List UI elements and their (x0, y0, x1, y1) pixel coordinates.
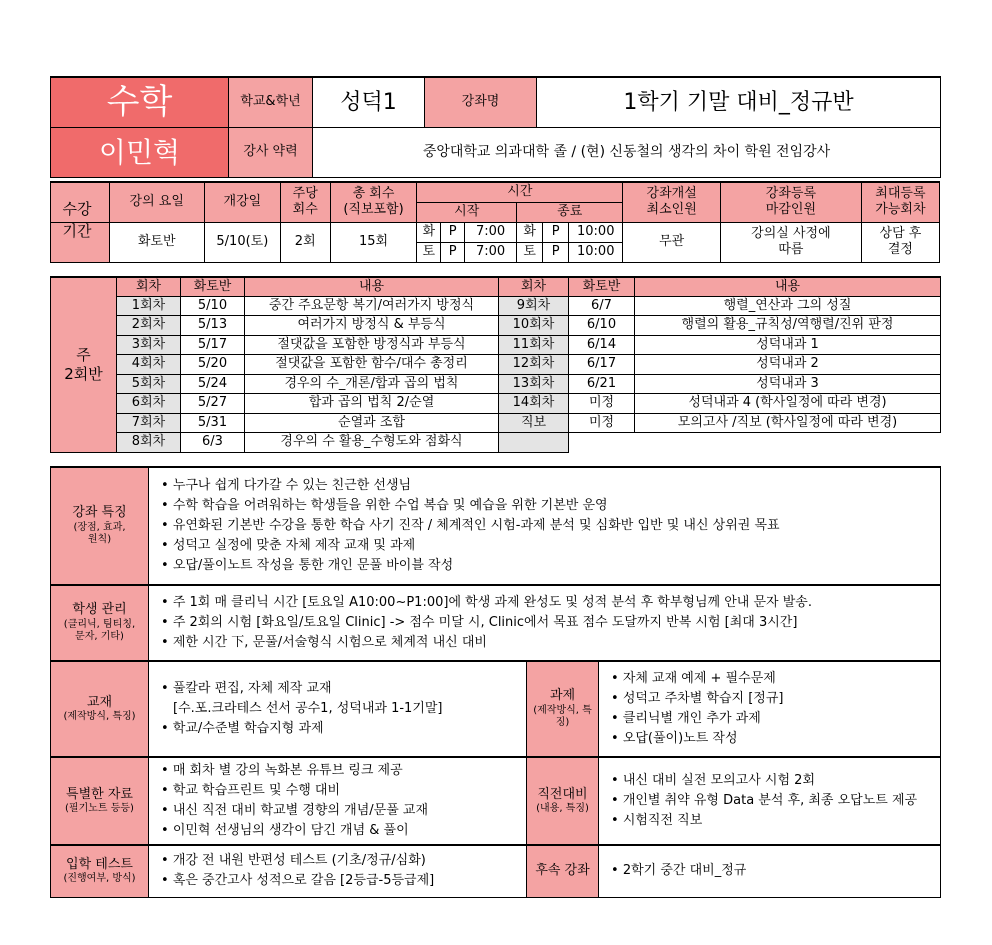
next-item: • 2학기 중간 대비_정규 (607, 861, 938, 881)
features-item: • 수학 학습을 어려워하는 학생들을 위한 수업 복습 및 예습을 위한 기본반 운영 (157, 496, 938, 516)
time-ampm: P (441, 242, 465, 262)
schedule-date: 6/10 (569, 316, 635, 336)
schedule-date: 5/27 (181, 394, 245, 414)
period-start-header: 개강일 (204, 182, 280, 222)
textbook-item: • 학교/수준별 학습지형 과제 (157, 719, 524, 739)
homework-item: • 클리닉별 개인 추가 과제 (607, 709, 938, 729)
schedule-blank (635, 433, 941, 453)
features-item: • 오답/풀이노트 작성을 통한 개인 문풀 바이블 작성 (157, 556, 938, 576)
period-weekly: 2회 (280, 222, 330, 262)
schedule-content: 중간 주요문항 복기/여러가지 방정식 (245, 296, 499, 316)
schedule-date-header: 화토반 (569, 277, 635, 296)
test-label: 입학 테스트 (진행여부, 방식) (51, 845, 149, 897)
schedule-date: 6/17 (569, 355, 635, 375)
period-total-header: 총 회수 (직보포함) (330, 182, 417, 222)
management-item: • 주 2회의 시험 [화요일/토요일 Clinic] -> 점수 미달 시, Clinic에서 목표 점수 도달까지 반복 시험 [최대 3시간] (157, 613, 938, 633)
period-label-text: 수강 기간 (62, 200, 92, 240)
schedule-date: 5/20 (181, 355, 245, 375)
schedule-round: 12회차 (499, 355, 569, 375)
schedule-empty-cell (499, 433, 569, 453)
schedule-round: 13회차 (499, 374, 569, 394)
schedule-content: 순열과 조합 (245, 413, 499, 433)
schedule-date: 미정 (569, 413, 635, 433)
period-time-header: 시간 (417, 182, 623, 202)
schedule-round-header: 회차 (117, 277, 181, 296)
features-item: • 누구나 쉽게 다가갈 수 있는 친근한 선생님 (157, 476, 938, 496)
schedule-round: 6회차 (117, 394, 181, 414)
schedule-date: 6/7 (569, 296, 635, 316)
schedule-date: 5/17 (181, 335, 245, 355)
schedule-round: 11회차 (499, 335, 569, 355)
period-max-header: 최대등록 가능회차 (861, 182, 939, 222)
time-day: 토 (517, 242, 543, 262)
career-value: 중앙대학교 의과대학 졸 / (현) 신동철의 생각의 차이 학원 전임강사 (313, 127, 941, 177)
test-item: • 혹은 중간고사 성적으로 갈음 [2등급-5등급제] (157, 871, 524, 891)
schedule-date: 5/24 (181, 374, 245, 394)
time-ampm: P (543, 222, 569, 242)
schedule-round: 9회차 (499, 296, 569, 316)
school-value: 성덕1 (313, 77, 425, 127)
schedule-table (50, 276, 941, 453)
special-item: • 이민혁 선생님의 생각이 담긴 개념 & 풀이 (157, 821, 524, 841)
header-table (50, 76, 941, 178)
schedule-round: 5회차 (117, 374, 181, 394)
schedule-content: 여러가지 방정식 & 부등식 (245, 316, 499, 336)
schedule-content: 모의고사 /직보 (학사일정에 따라 변경) (635, 413, 941, 433)
textbook-item: • 풀칼라 편집, 자체 제작 교재 [수.포.크라테스 선서 공수1, 성덕내과 1-1기말] (157, 679, 524, 719)
special-content (149, 757, 527, 845)
prep-item: • 내신 대비 실전 모의고사 시험 2회 (607, 771, 938, 791)
homework-item: • 오답(풀이)노트 작성 (607, 729, 938, 749)
features-content (149, 467, 941, 585)
homework-item: • 자체 교재 예제 + 필수문제 (607, 669, 938, 689)
time-value: 10:00 (569, 242, 623, 262)
schedule-content: 성덕내과 3 (635, 374, 941, 394)
features-item: • 성덕고 실정에 맞춘 자체 제작 교재 및 과제 (157, 536, 938, 556)
schedule-content: 성덕내과 1 (635, 335, 941, 355)
schedule-round: 직보 (499, 413, 569, 433)
period-min: 무관 (623, 222, 721, 262)
schedule-content-header: 내용 (635, 277, 941, 296)
schedule-content: 성덕내과 4 (학사일정에 따라 변경) (635, 394, 941, 414)
schedule-round: 2회차 (117, 316, 181, 336)
period-close-header: 강좌등록 마감인원 (720, 182, 861, 222)
period-close: 강의실 사정에 따름 (720, 222, 861, 262)
course-value: 1학기 기말 대비_정규반 (537, 77, 941, 127)
test-item: • 개강 전 내원 반편성 테스트 (기초/정규/심화) (157, 851, 524, 871)
subject-title: 수학 (51, 77, 229, 127)
time-day: 화 (417, 222, 441, 242)
course-label: 강좌명 (425, 77, 537, 127)
schedule-date: 5/10 (181, 296, 245, 316)
schedule-content: 합과 곱의 법칙 2/순열 (245, 394, 499, 414)
management-label: 학생 관리 (클리닉, 팀티칭, 문자, 기타) (51, 585, 149, 661)
schedule-content: 행렬_연산과 그의 성질 (635, 296, 941, 316)
period-days: 화토반 (109, 222, 204, 262)
schedule-content-header: 내용 (245, 277, 499, 296)
schedule-content: 절댓값을 포함한 함수/대수 총정리 (245, 355, 499, 375)
prep-item: • 시험직전 직보 (607, 811, 938, 831)
homework-item: • 성덕고 주차별 학습지 [정규] (607, 689, 938, 709)
period-weekly-header: 주당 회수 (280, 182, 330, 222)
schedule-round: 1회차 (117, 296, 181, 316)
time-ampm: P (441, 222, 465, 242)
test-content (149, 845, 527, 897)
textbook-label: 교재 (제작방식, 특징) (51, 661, 149, 757)
schedule-round: 10회차 (499, 316, 569, 336)
management-item: • 제한 시간 下, 문풀/서술형식 시험으로 체계적 내신 대비 (157, 633, 938, 653)
schedule-date: 6/3 (181, 433, 245, 453)
time-day: 토 (417, 242, 441, 262)
schedule-content: 절댓값을 포함한 방정식과 부등식 (245, 335, 499, 355)
time-value: 7:00 (465, 222, 517, 242)
features-label: 강좌 특징 (장점, 효과, 원칙) (51, 467, 149, 585)
period-table (50, 181, 940, 263)
schedule-date: 5/31 (181, 413, 245, 433)
management-item: • 주 1회 매 클리닉 시간 [토요일 A10:00~P1:00]에 학생 과제 완성도 및 성적 분석 후 학부형님께 안내 문자 발송. (157, 593, 938, 613)
schedule-content: 성덕내과 2 (635, 355, 941, 375)
schedule-date: 5/13 (181, 316, 245, 336)
features-item: • 유연화된 기본반 수강을 통한 학습 사기 진작 / 체계적인 시험-과제 분석 및 심화반 입반 및 내신 상위권 목표 (157, 516, 938, 536)
details-table (50, 466, 941, 898)
period-days-header: 강의 요일 (109, 182, 204, 222)
special-item: • 매 회차 별 강의 녹화본 유튜브 링크 제공 (157, 761, 524, 781)
schedule-round: 3회차 (117, 335, 181, 355)
school-label: 학교&학년 (229, 77, 313, 127)
special-item: • 학교 학습프린트 및 수행 대비 (157, 781, 524, 801)
schedule-label: 주 2회반 (51, 277, 117, 452)
next-content (599, 845, 941, 897)
special-label: 특별한 자료 (필기노트 등등) (51, 757, 149, 845)
homework-content (599, 661, 941, 757)
schedule-round: 14회차 (499, 394, 569, 414)
period-total: 15회 (330, 222, 417, 262)
schedule-round-header: 회차 (499, 277, 569, 296)
schedule-date-header: 화토반 (181, 277, 245, 296)
period-start: 5/10(토) (204, 222, 280, 262)
period-max: 상담 후 결정 (861, 222, 939, 262)
schedule-content: 경우의 수_개론/합과 곱의 법칙 (245, 374, 499, 394)
schedule-content: 경우의 수 활용_수형도와 점화식 (245, 433, 499, 453)
next-label: 후속 강좌 (527, 845, 599, 897)
prep-label: 직전대비 (내용, 특징) (527, 757, 599, 845)
career-label: 강사 약력 (229, 127, 313, 177)
period-begin-header: 시작 (417, 202, 517, 222)
prep-content (599, 757, 941, 845)
period-end-header: 종료 (517, 202, 623, 222)
prep-item: • 개인별 취약 유형 Data 분석 후, 최종 오답노트 제공 (607, 791, 938, 811)
textbook-content (149, 661, 527, 757)
schedule-round: 8회차 (117, 433, 181, 453)
schedule-round: 4회차 (117, 355, 181, 375)
schedule-round: 7회차 (117, 413, 181, 433)
time-ampm: P (543, 242, 569, 262)
time-day: 화 (517, 222, 543, 242)
schedule-content: 행렬의 활용_규칙성/역행렬/진위 판정 (635, 316, 941, 336)
homework-label: 과제 (제작방식, 특징) (527, 661, 599, 757)
schedule-date: 6/21 (569, 374, 635, 394)
management-content (149, 585, 941, 661)
teacher-name: 이민혁 (51, 127, 229, 177)
special-item: • 내신 직전 대비 학교별 경향의 개념/문풀 교재 (157, 801, 524, 821)
time-value: 7:00 (465, 242, 517, 262)
schedule-date: 미정 (569, 394, 635, 414)
period-min-header: 강좌개설 최소인원 (623, 182, 721, 222)
schedule-blank (569, 433, 635, 453)
time-value: 10:00 (569, 222, 623, 242)
schedule-date: 6/14 (569, 335, 635, 355)
